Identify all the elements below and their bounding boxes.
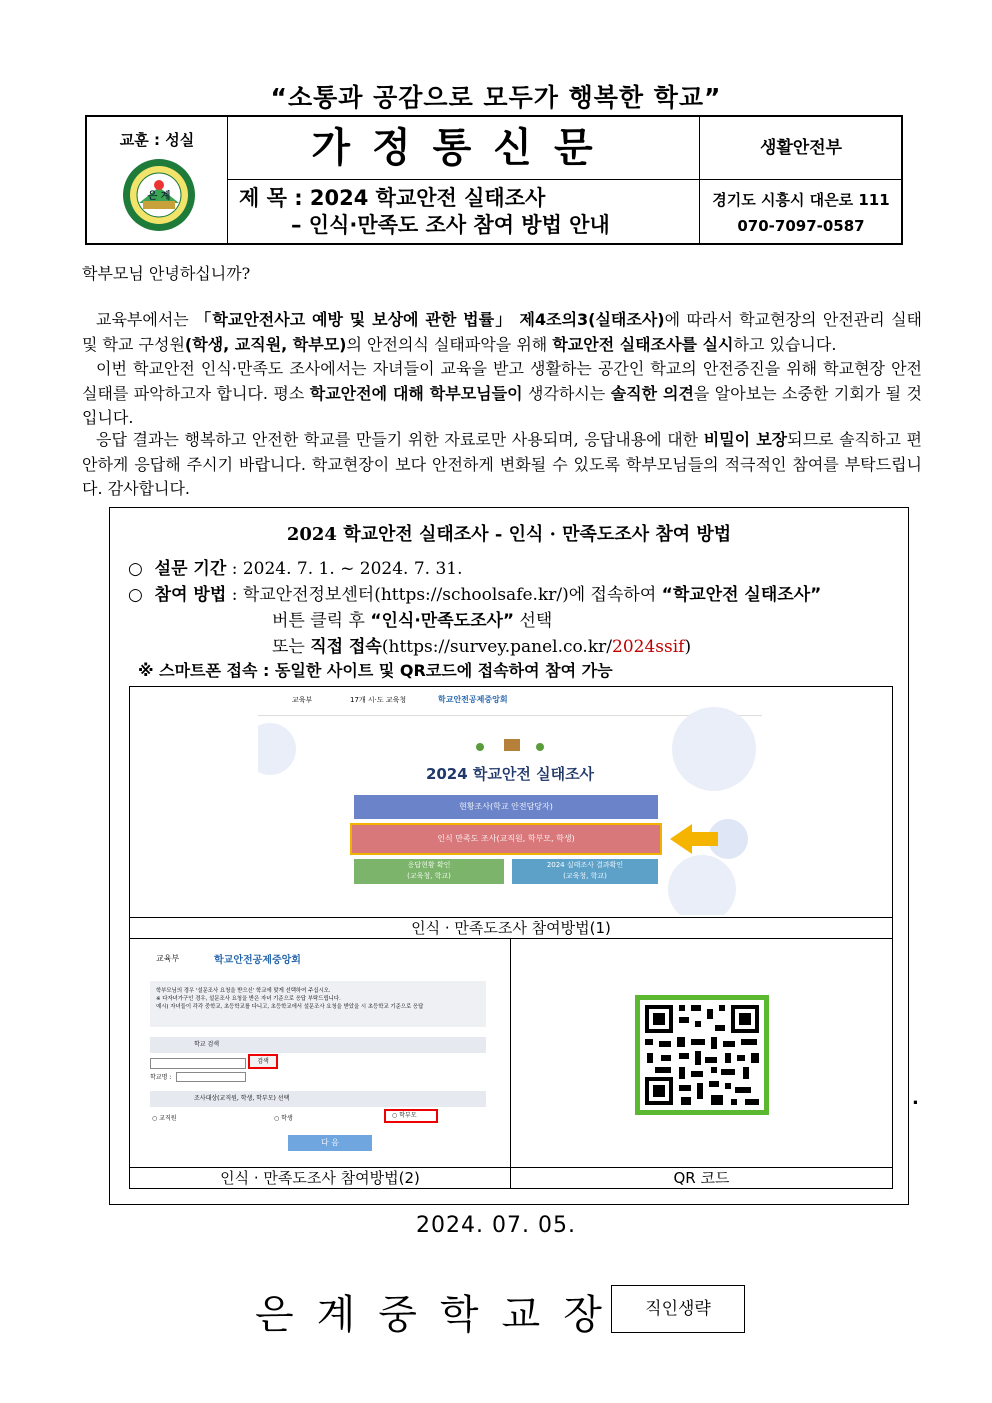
school-address: 경기도 시흥시 대은로 111 xyxy=(712,191,890,209)
survey-url-end: ) xyxy=(684,637,692,657)
ss1-awareness-button[interactable]: 인식 만족도 조사(교직원, 학부모, 학생) xyxy=(350,823,662,855)
ss2-school-label: 학교명 : xyxy=(150,1074,172,1081)
period-row: ○ 설문 기간 : 2024. 7. 1. ~ 2024. 7. 31. xyxy=(128,559,463,579)
trailing-dot: . xyxy=(912,1088,919,1109)
document-title: 가정통신문 xyxy=(227,117,699,180)
ss2-logo-2: 학교안전공제중앙회 xyxy=(214,955,301,966)
p2-text: 이번 학교안전 인식·만족도 조사에서는 자녀들이 교육을 받고 생활하는 공간인 학교의 안전증진을 위해 학교현장 안전실태를 파악하고자 합니다. 평소 xyxy=(82,359,922,403)
subject-line-2: – 인식·만족도 조사 참여 방법 안내 xyxy=(291,213,610,237)
arrow-icon xyxy=(670,824,720,854)
ss1-result-sub: (교육청, 학교) xyxy=(563,872,607,880)
ss2-target-label: 조사대상(교직원, 학생, 학부모) 선택 xyxy=(150,1091,486,1107)
ss1-result-button[interactable] xyxy=(512,859,658,884)
department-cell xyxy=(699,117,902,243)
school-phone: 070-7097-0587 xyxy=(737,217,865,235)
method-text4: 또는 xyxy=(272,637,311,657)
method-text2: 버튼 클릭 후 xyxy=(272,611,371,631)
motto-cell xyxy=(87,117,228,243)
ss2-search-button[interactable]: 검색 xyxy=(248,1054,278,1069)
method-label: 참여 방법 xyxy=(154,585,227,605)
ss1-response-sub: (교육청, 학교) xyxy=(407,872,451,880)
screenshot-1-cell xyxy=(129,686,893,918)
ss1-status-button[interactable]: 현황조사(학교 안전담당자) xyxy=(354,795,658,819)
p1-text4: 하고 있습니다. xyxy=(733,334,837,354)
caption-3: QR 코드 xyxy=(510,1167,893,1189)
p1-members: (학생, 교직원, 학부모) xyxy=(184,334,347,354)
ss2-next-button[interactable]: 다 음 xyxy=(288,1135,372,1151)
ss1-logo-3: 학교안전공제중앙회 xyxy=(438,695,508,704)
screenshot-1 xyxy=(258,689,762,915)
p2-text2: 생각하시는 xyxy=(522,383,611,403)
issue-date: 2024. 07. 05. xyxy=(416,1213,576,1238)
p2-bold: 학교안전에 대해 학부모님들이 xyxy=(309,383,523,403)
p1-text2: 에 따라서 학교현장의 안전관리 실태 및 학교 구성원 xyxy=(82,310,922,354)
ss1-result-label: 2024 실태조사 결과확인 xyxy=(546,861,624,869)
ss2-notice-1: 학부모님의 경우 '설문조사 요청을 받으신' 학교에 맞게 선택하여 주십시오. xyxy=(156,988,331,994)
p2-opinion: 솔직한 의견 xyxy=(610,383,694,403)
document-subject xyxy=(239,185,610,239)
caption-1: 인식 · 만족도조사 참여방법(1) xyxy=(129,917,893,939)
p1-text: 교육부에서는 xyxy=(96,310,196,329)
subject-line-1: 제 목 : 2024 학교안전 실태조사 xyxy=(239,186,546,210)
direct-access: 직접 접속 xyxy=(310,637,382,657)
method-row-2 xyxy=(272,606,552,631)
principal-signature: 은계중학교장 xyxy=(255,1292,625,1338)
paragraph-2 xyxy=(82,357,922,431)
method-row: ○ 참여 방법 : 학교안전정보센터(https://schoolsafe.kr/)에 접속하여 “학교안전 실태조사” xyxy=(128,585,822,605)
school-slogan: “소통과 공감으로 모두가 행복한 학교” xyxy=(270,83,722,112)
smartphone-note: ※ 스마트폰 접속 : 동일한 사이트 및 QR코드에 접속하여 참여 가능 xyxy=(138,661,613,680)
ss1-logo-2: 17개 시·도 교육청 xyxy=(350,696,407,704)
school-logo-text: 은 계 xyxy=(147,191,171,202)
ss2-search-label: 학교 검색 xyxy=(150,1037,486,1053)
ss1-response-button[interactable] xyxy=(354,859,504,884)
period-value: : 2024. 7. 1. ~ 2024. 7. 31. xyxy=(231,559,463,579)
qr-code[interactable] xyxy=(635,995,769,1115)
ss2-option-staff[interactable]: ○ 교직원 xyxy=(152,1115,177,1122)
paragraph-1 xyxy=(82,308,922,357)
ss1-logo-1: 교육부 xyxy=(292,696,313,704)
method-text: : 학교안전정보센터(https://schoolsafe.kr/)에 접속하여 xyxy=(231,585,662,605)
screenshot-2 xyxy=(144,945,500,1163)
ss2-option-staff-label: 교직원 xyxy=(159,1115,177,1122)
method-text3: 선택 xyxy=(514,611,553,631)
ss1-response-label: 응답현황 확인 xyxy=(407,861,451,869)
ss2-notice-2: ※ 다자녀가구인 경우, 설문조사 요청을 받은 자녀 기준으로 응답 부탁드립니다. xyxy=(156,996,341,1002)
ss2-notice-3: 예시) 자녀들이 각각 중학교, 초등학교를 다니고, 초등학교에서 설문조사 요청을 받았을 시 초등학교 기준으로 응답 xyxy=(156,1004,424,1010)
ss1-heading: 2024 학교안전 실태조사 xyxy=(425,765,595,783)
greeting: 학부모님 안녕하십니까? xyxy=(82,264,251,283)
p1-survey: 학교안전 실태조사를 실시 xyxy=(552,334,734,354)
p3-secret: 비밀이 보장 xyxy=(703,430,788,449)
ss2-search-input[interactable] xyxy=(150,1058,246,1069)
survey-url-code[interactable]: 2024ssif xyxy=(612,637,685,657)
qr-cell xyxy=(510,938,893,1168)
school-motto: 교훈 : 성실 xyxy=(119,131,195,149)
ss2-option-student-label: 학생 xyxy=(281,1115,293,1122)
department: 생활안전부 xyxy=(700,117,902,180)
title-cell xyxy=(227,117,699,243)
header-table xyxy=(85,115,903,245)
paragraph-3 xyxy=(82,428,922,502)
method-row-3 xyxy=(272,632,691,657)
method-button-name: “학교안전 실태조사” xyxy=(661,585,822,605)
p1-law: 「학교안전사고 예방 및 보상에 관한 법률」 제4조의3(실태조사) xyxy=(195,310,665,329)
p1-text3: 의 안전의식 실태파악을 위해 xyxy=(346,334,553,354)
screenshot-2-cell xyxy=(129,938,511,1168)
ss2-school-input[interactable] xyxy=(176,1072,246,1082)
period-label: 설문 기간 xyxy=(154,559,227,579)
p3-text: 응답 결과는 행복하고 안전한 학교를 만들기 위한 자료로만 사용되며, 응답내용에 대한 xyxy=(96,430,704,449)
guide-title: 2024 학교안전 실태조사 - 인식 · 만족도조사 참여 방법 xyxy=(286,524,732,545)
p3-text2: 되므로 솔직하고 편안하게 응답해 주시기 바랍니다. 학교현장이 보다 안전하게 변화될 수 있도록 학부모님들의 적극적인 참여를 부탁드립니다. 감사합니다. xyxy=(82,430,922,498)
survey-url[interactable]: (https://survey.panel.co.kr/ xyxy=(381,637,612,657)
contact-info xyxy=(700,187,902,239)
seal-omitted-box: 직인생략 xyxy=(611,1285,745,1333)
caption-2: 인식 · 만족도조사 참여방법(2) xyxy=(129,1167,511,1189)
ss2-option-parent-label: 학부모 xyxy=(399,1112,417,1119)
p2-text3: 을 알아보는 소중한 기회가 될 것입니다. xyxy=(82,383,923,427)
ss2-logo-1: 교육부 xyxy=(156,954,180,963)
ss2-option-parent[interactable]: ○ 학부모 xyxy=(384,1109,438,1123)
method-option: “인식·만족도조사” xyxy=(370,611,515,631)
ss2-notice xyxy=(150,981,486,1027)
ss2-option-student[interactable]: ○ 학생 xyxy=(274,1115,293,1122)
guide-box xyxy=(109,507,909,1205)
